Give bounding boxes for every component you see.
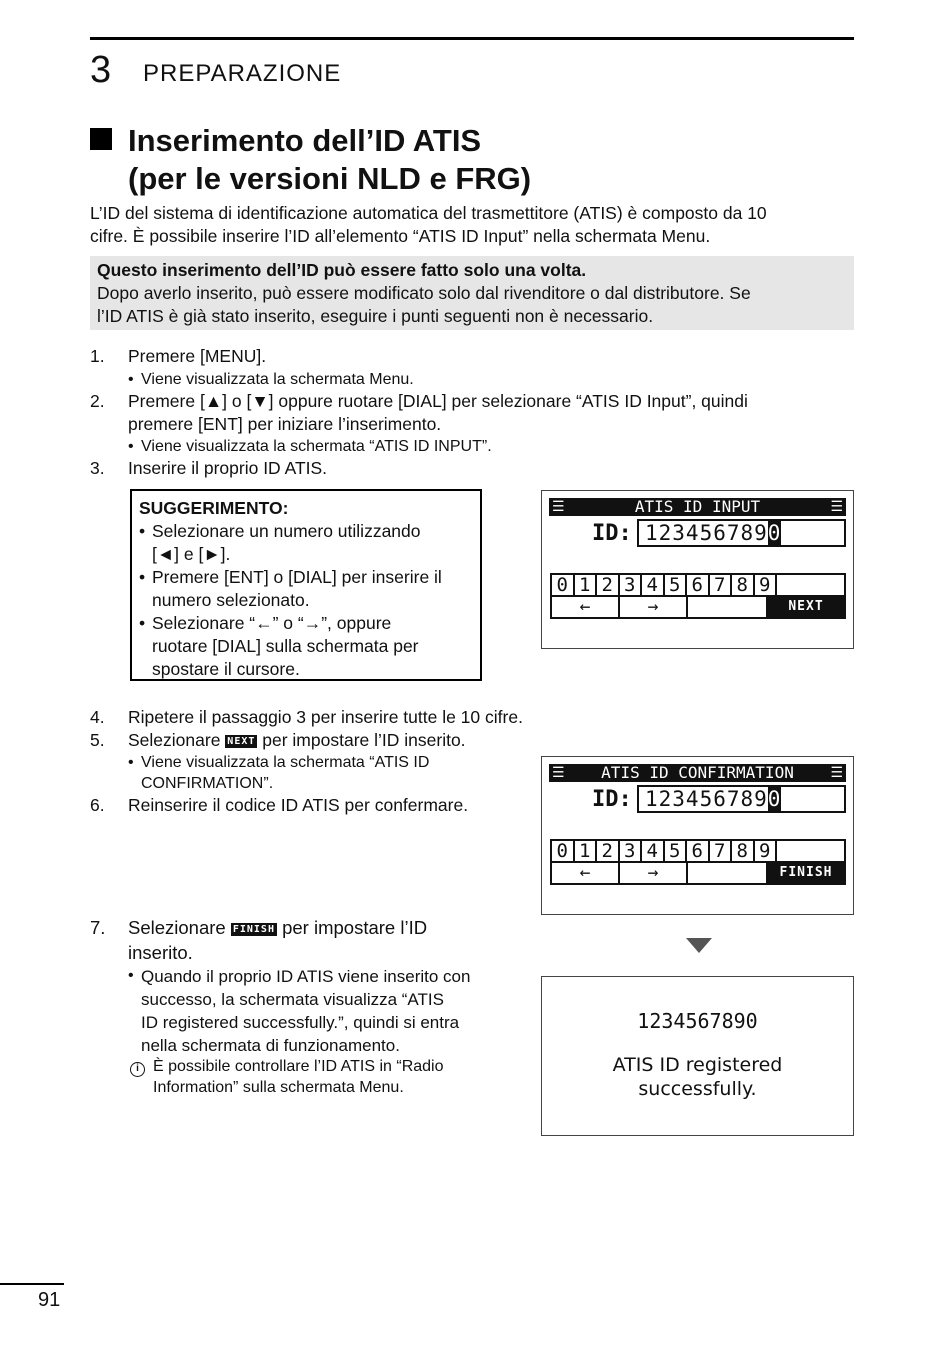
cursor-left-button[interactable]: ← [552, 863, 620, 883]
menu-icon: ☰ [830, 499, 843, 515]
digit-key[interactable]: 0 [552, 841, 575, 861]
step-number: 1. [90, 346, 105, 366]
info-icon: i [130, 1062, 145, 1077]
tip-item [139, 612, 473, 681]
step-text-part: per impostare l’ID inserito. [262, 730, 466, 750]
menu-icon: ☰ [552, 765, 565, 781]
step-number: 4. [90, 707, 105, 727]
arrow-down-icon [686, 938, 712, 953]
step-text: Premere [MENU]. [128, 346, 267, 366]
tip-line: Selezionare “←” o “→”, oppure [152, 613, 392, 633]
chapter-title: PREPARAZIONE [143, 60, 342, 87]
lcd-cursor: 0 [767, 521, 782, 545]
step-1 [90, 345, 850, 368]
registered-id: 1234567890 [637, 1009, 758, 1033]
lcd-nav-row [550, 595, 846, 619]
sub-line: ID registered successfully.”, quindi si entra [141, 1013, 460, 1032]
digit-key[interactable]: 7 [710, 841, 733, 861]
lcd-id-value: 123456789 [645, 521, 768, 545]
top-rule [90, 37, 854, 40]
note-bold: Questo inserimento dell’ID può essere fatto solo una volta. [97, 260, 587, 280]
sub-line: nella schermata di funzionamento. [141, 1036, 400, 1055]
note-line: l’ID ATIS è già stato inserito, eseguire i punti seguenti non è necessario. [97, 306, 654, 326]
lcd-cursor: 0 [767, 787, 782, 811]
sub-text [141, 752, 429, 794]
intro-paragraph [90, 202, 850, 248]
cursor-right-button[interactable]: → [620, 863, 688, 883]
digit-key[interactable]: 2 [597, 575, 620, 595]
bullet: • [128, 371, 134, 388]
note-line: Dopo averlo inserito, può essere modificato solo dal rivenditore o dal distributore. Se [97, 283, 751, 303]
digit-key[interactable]: 2 [597, 841, 620, 861]
digit-key[interactable]: 9 [755, 841, 778, 861]
digit-key[interactable]: 8 [732, 575, 755, 595]
step-text: Inserire il proprio ID ATIS. [128, 458, 328, 478]
digit-key[interactable]: 1 [575, 575, 598, 595]
tip-item [139, 566, 473, 612]
registered-message [542, 1053, 853, 1101]
tip-line: numero selezionato. [152, 590, 310, 610]
sub-text [141, 965, 528, 1057]
sub-line: Viene visualizzata la schermata “ATIS ID [141, 754, 430, 771]
note-box [90, 256, 854, 330]
sub-line: CONFIRMATION”. [141, 775, 274, 792]
info-text [153, 1056, 444, 1098]
step-6 [90, 794, 510, 817]
chapter-number: 3 [90, 49, 112, 91]
lcd-id-label: ID: [592, 521, 632, 546]
cursor-right-button[interactable]: → [620, 597, 688, 617]
step-line: inserito. [128, 942, 193, 963]
empty-key [688, 597, 768, 617]
lcd-digit-row [550, 839, 846, 863]
page-number-rule [0, 1283, 64, 1285]
intro-line: L’ID del sistema di identificazione automatica del trasmettitore (ATIS) è composto da 10 [90, 203, 767, 223]
sub-line: Quando il proprio ID ATIS viene inserito con [141, 967, 471, 986]
step-text: Ripetere il passaggio 3 per inserire tutte le 10 cifre. [128, 707, 523, 727]
step-text: Reinserire il codice ID ATIS per confermare. [128, 795, 469, 815]
info-line: È possibile controllare l’ID ATIS in “Radio [153, 1058, 444, 1075]
lcd-header-title: ATIS ID INPUT [634, 497, 761, 516]
tip-box [130, 489, 482, 681]
next-button[interactable]: NEXT [768, 597, 844, 617]
sub-line: successo, la schermata visualizza “ATIS [141, 990, 444, 1009]
bullet: • [139, 521, 146, 541]
digit-key[interactable]: 7 [710, 575, 733, 595]
digit-key[interactable]: 4 [642, 575, 665, 595]
digit-key[interactable]: 1 [575, 841, 598, 861]
digit-key[interactable]: 6 [687, 575, 710, 595]
section-title [128, 122, 531, 198]
lcd-digit-row [550, 573, 846, 597]
screen-atis-id-confirmation [541, 756, 854, 915]
tip-line: spostare il cursore. [152, 659, 300, 679]
bullet: • [128, 438, 134, 455]
tip-line: ruotare [DIAL] sulla schermata per [152, 636, 419, 656]
lcd-header [549, 498, 846, 516]
bullet: • [139, 613, 146, 633]
step-1-sub [128, 369, 414, 390]
step-line: premere [ENT] per iniziare l’inserimento. [128, 414, 442, 434]
cursor-left-button[interactable]: ← [552, 597, 620, 617]
digit-key[interactable]: 0 [552, 575, 575, 595]
step-2-sub [128, 436, 492, 457]
step-text [128, 390, 850, 436]
empty-key [688, 863, 768, 883]
tip-item [139, 520, 473, 566]
bullet: • [128, 754, 134, 771]
message-line: ATIS ID registered [612, 1054, 783, 1076]
next-key-icon: NEXT [227, 736, 256, 747]
step-text-part: per impostare l’ID [282, 917, 428, 938]
digit-key[interactable]: 9 [755, 575, 778, 595]
lcd-header-title: ATIS ID CONFIRMATION [601, 763, 794, 782]
step-number: 6. [90, 795, 105, 815]
bullet: • [128, 967, 134, 984]
step-7 [90, 915, 520, 965]
message-line: successfully. [638, 1078, 757, 1100]
lcd-id-label: ID: [592, 787, 632, 812]
screen-atis-id-input [541, 490, 854, 649]
lcd-id-value: 123456789 [645, 787, 768, 811]
step-text [128, 915, 520, 965]
finish-button[interactable]: FINISH [768, 863, 844, 883]
intro-line: cifre. È possibile inserire l’ID all’elemento “ATIS ID Input” nella schermata Menu. [90, 226, 711, 246]
digit-key[interactable]: 3 [620, 575, 643, 595]
step-5 [90, 729, 510, 752]
step-number: 7. [90, 917, 106, 938]
digit-key[interactable]: 6 [687, 841, 710, 861]
page-number: 91 [38, 1289, 61, 1311]
tip-line: [◄] e [►]. [152, 544, 231, 564]
screen-registered [541, 976, 854, 1136]
info-line: Information” sulla schermata Menu. [153, 1079, 404, 1096]
lcd-id-field[interactable] [637, 785, 846, 813]
bullet: • [139, 567, 146, 587]
step-7-sub [128, 965, 528, 1057]
tip-title: SUGGERIMENTO: [139, 498, 289, 518]
lcd-header [549, 764, 846, 782]
step-number: 5. [90, 730, 105, 750]
step-text [128, 729, 510, 752]
step-3 [90, 457, 850, 480]
section-title-line2: (per le versioni NLD e FRG) [128, 161, 532, 196]
finish-key-icon: FINISH [232, 924, 275, 935]
section-square-icon [90, 128, 112, 150]
step-5-sub [128, 752, 429, 794]
lcd-id-field[interactable] [637, 519, 846, 547]
step-text-part: Selezionare [128, 917, 226, 938]
step-text-part: Selezionare [128, 730, 221, 750]
digit-key[interactable]: 3 [620, 841, 643, 861]
step-line: Premere [▲] o [▼] oppure ruotare [DIAL] per selezionare “ATIS ID Input”, quindi [128, 391, 748, 411]
section-title-line1: Inserimento dell’ID ATIS [128, 123, 482, 158]
tip-line: Selezionare un numero utilizzando [152, 521, 421, 541]
sub-text: Viene visualizzata la schermata “ATIS ID INPUT”. [141, 438, 492, 455]
step-number: 3. [90, 458, 105, 478]
digit-key[interactable]: 4 [642, 841, 665, 861]
tip-line: Premere [ENT] o [DIAL] per inserire il [152, 567, 442, 587]
sub-text: Viene visualizzata la schermata Menu. [141, 371, 414, 388]
info-note [130, 1056, 530, 1096]
menu-icon: ☰ [830, 765, 843, 781]
lcd-nav-row [550, 861, 846, 885]
step-4 [90, 706, 850, 729]
digit-key[interactable]: 5 [665, 575, 688, 595]
menu-icon: ☰ [552, 499, 565, 515]
step-number: 2. [90, 391, 105, 411]
digit-key[interactable]: 5 [665, 841, 688, 861]
step-2 [90, 390, 850, 436]
digit-key[interactable]: 8 [732, 841, 755, 861]
